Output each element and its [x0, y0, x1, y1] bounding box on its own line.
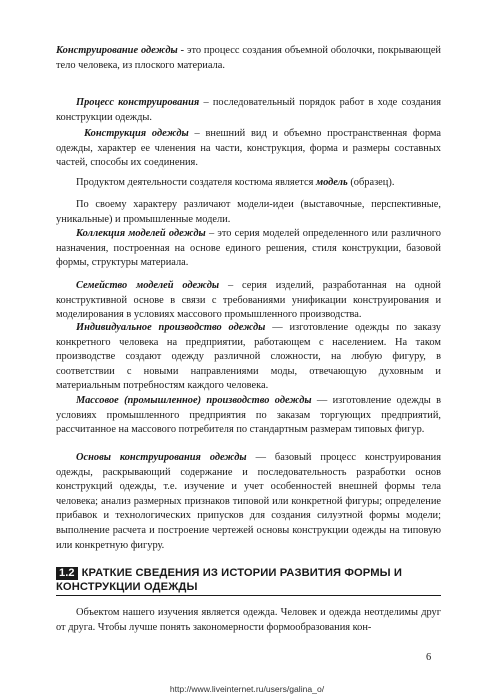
- paragraph-text-after: (образец).: [347, 177, 395, 188]
- term: Массовое (промышленное) производство одежды: [76, 395, 312, 406]
- term: Коллекция моделей одежды: [76, 228, 206, 239]
- paragraph-text: Объектом нашего изучения является одежда. Человек и одежда неотделимы друг от друга. Чтобы лучше понять закономерности формообразования кон-: [56, 607, 441, 633]
- paragraph-massovoe: [56, 394, 441, 438]
- paragraph-konstrukciya: [56, 127, 441, 171]
- term: Конструкция одежды: [84, 128, 189, 139]
- heading-underline: [56, 595, 441, 596]
- section-title: КРАТКИЕ СВЕДЕНИЯ ИЗ ИСТОРИИ РАЗВИТИЯ ФОРМЫ И КОНСТРУКЦИИ ОДЕЖДЫ: [56, 567, 403, 593]
- paragraph-process: [56, 96, 441, 125]
- watermark-url: http://www.liveinternet.ru/users/galina_o/: [169, 684, 325, 694]
- definition-text: — изготовление одежды по заказу конкретного человека на предприятии, работающем с населением. На таком производстве создают одежду различной сложности, на любую фигуру, в соответствии с новыми направлениями моды, отвечающую духовным и материальным потребностям каждого человека.: [56, 322, 441, 392]
- paragraph-konstruirovanie: [56, 44, 441, 73]
- paragraph-individualnoe: [56, 321, 441, 394]
- term: Процесс конструирования: [76, 97, 200, 108]
- definition-text: это процесс создания объемной оболочки, покрывающей тело человека, из плоского материала.: [56, 45, 441, 71]
- definition-text: – это серия моделей определенного или различного назначения, построенная на основе единого решения, стиля конструкции, базовой формы, структуры материала.: [56, 228, 441, 269]
- section-heading: [56, 566, 446, 594]
- paragraph-harakter: [56, 198, 441, 227]
- definition-text: — изготовление одежды в условиях промышленного предприятия по заказам торгующих предприятий, рассчитанное на массового потребителя по стандартным размерам типовых фигур.: [56, 395, 441, 436]
- definition-text: – внешний вид и объемно пространственная форма одежды, характер ее членения на части, конструкция, форма и размеры составных частей, способы их соединения.: [56, 128, 441, 169]
- paragraph-osnovy: [56, 451, 441, 553]
- paragraph-text: По своему характеру различают модели-идеи (выставочные, перспективные, уникальные) и промышленные модели.: [56, 199, 441, 225]
- paragraph-obekt: [56, 606, 441, 635]
- term: Конструирование одежды -: [56, 45, 185, 56]
- section-number: 1.2: [56, 567, 78, 580]
- paragraph-text: Продуктом деятельности создателя костюма является: [76, 177, 316, 188]
- definition-text: — базовый процесс конструирования одежды, раскрывающий содержание и последовательность разработки основ конструкций одежды, т.е. изучение и учет особенностей внешней формы тела человека; анализ размерных признаков типовой или конкретной фигуры; определение прибавок и технологических припусков для создания силуэтной формы модели; выполнение расчета и построение чертежей основы конструкции одежды на типовую или конкретную фигуру.: [56, 452, 441, 551]
- paragraph-produkt: [56, 176, 441, 191]
- page-number: 6: [426, 652, 432, 663]
- term: Индивидуальное производство одежды: [76, 322, 266, 333]
- term: модель: [315, 177, 348, 188]
- definition-text: – последовательный порядок работ в ходе создания конструкции одежды.: [56, 97, 441, 123]
- term: Основы конструирования одежды: [76, 452, 247, 463]
- paragraph-semeystvo: [56, 279, 441, 323]
- definition-text: – серия изделий, разработанная на одной конструктивной основе в связи с требованиями унификации конструирования и моделирования в условиях массового промышленного производства.: [56, 280, 441, 321]
- paragraph-kollekciya: [56, 227, 441, 271]
- term: Семейство моделей одежды: [76, 280, 220, 291]
